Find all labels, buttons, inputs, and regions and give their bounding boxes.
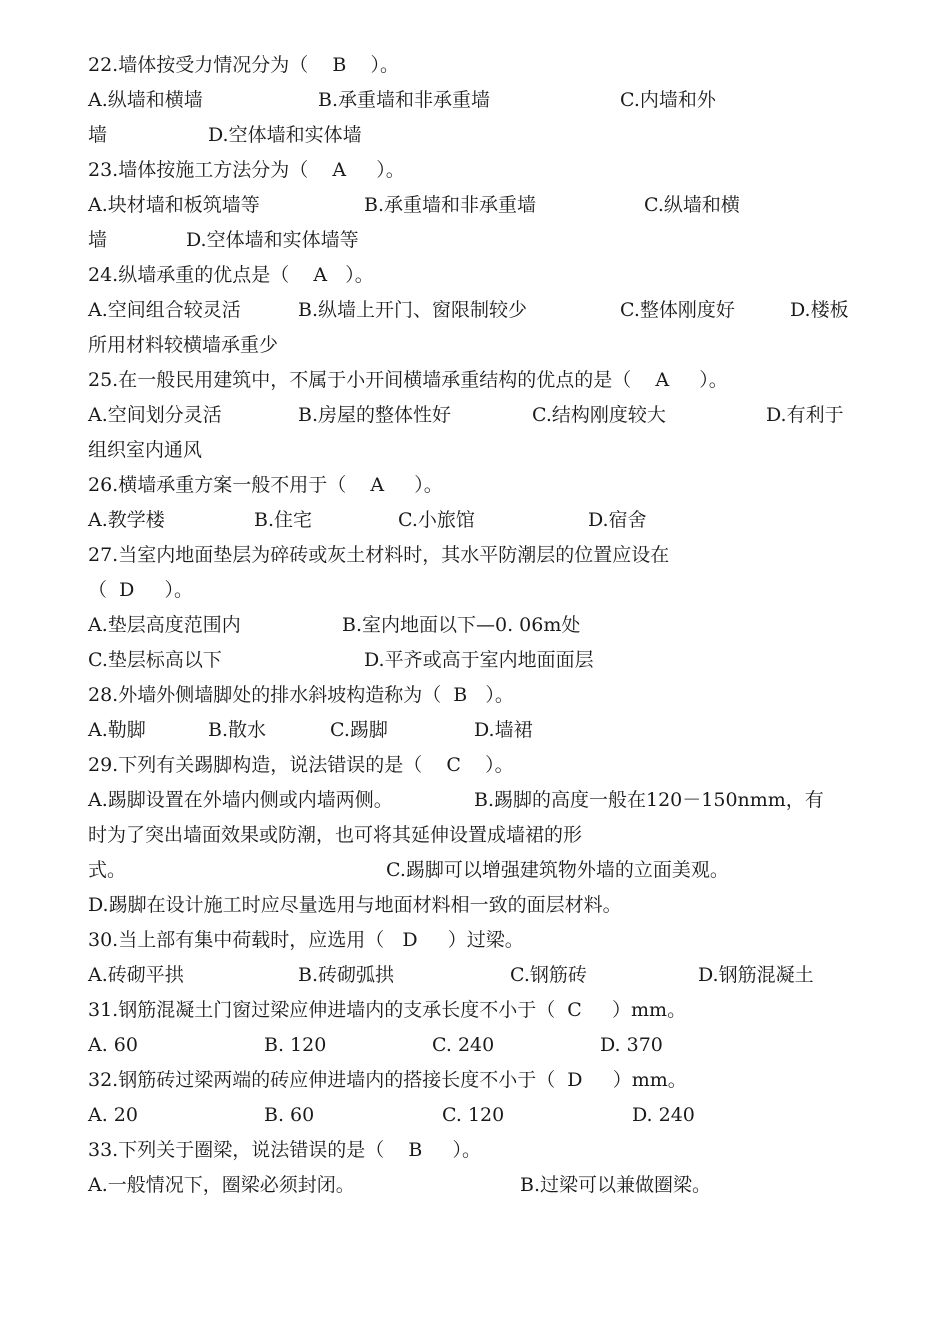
option-d: D.空体墙和实体墙等	[186, 229, 359, 251]
question-text: 32.钢筋砖过梁两端的砖应伸进墙内的搭接长度不小于（ D ）mm。	[88, 1069, 687, 1091]
option-a: A.一般情况下，圈梁必须封闭。	[88, 1174, 355, 1196]
options-row	[0, 505, 950, 535]
option-a: A.块材墙和板筑墙等	[88, 194, 260, 216]
option-text: 式。	[88, 859, 127, 881]
option-c: C.纵墙和横	[644, 194, 740, 216]
option-b: B.纵墙上开门、窗限制较少	[298, 299, 528, 321]
question-text: 25.在一般民用建筑中，不属于小开间横墙承重结构的优点的是（ A ）。	[88, 369, 728, 391]
question-text: 27.当室内地面垫层为碎砖或灰土材料时，其水平防潮层的位置应设在	[88, 544, 670, 566]
option-b: B.踢脚的高度一般在120－150nmm，有	[474, 789, 824, 811]
options-row	[0, 85, 950, 115]
option-a: A.砖砌平拱	[88, 964, 184, 986]
option-text: 组织室内通风	[88, 439, 203, 461]
option-a: A.纵墙和横墙	[88, 89, 203, 111]
option-c: C.整体刚度好	[620, 299, 735, 321]
options-row	[0, 1030, 950, 1060]
option-b: B.室内地面以下—0. 06m处	[342, 614, 581, 636]
option-a: A.勒脚	[88, 719, 146, 741]
question-text: 33.下列关于圈梁，说法错误的是（ B ）。	[88, 1139, 482, 1161]
option-b: B.散水	[208, 719, 267, 741]
option-text: 墙	[88, 229, 108, 251]
option-a: A. 60	[88, 1034, 138, 1056]
question-text: 24.纵墙承重的优点是（ A ）。	[88, 264, 374, 286]
option-c: C.内墙和外	[620, 89, 716, 111]
option-b: B.过梁可以兼做圈梁。	[520, 1174, 712, 1196]
option-d: D.平齐或高于室内地面面层	[364, 649, 594, 671]
options-row	[0, 295, 950, 325]
question-31	[0, 995, 950, 1025]
option-d: D. 370	[600, 1034, 663, 1056]
options-row	[0, 330, 950, 360]
option-d: D.钢筋混凝土	[698, 964, 814, 986]
options-row	[0, 225, 950, 255]
option-b: B.承重墙和非承重墙	[364, 194, 537, 216]
option-d: D. 240	[632, 1104, 695, 1126]
option-b: B.住宅	[254, 509, 313, 531]
option-c: C.垫层标高以下	[88, 649, 222, 671]
option-a: A.教学楼	[88, 509, 165, 531]
options-row	[0, 820, 950, 850]
question-32	[0, 1065, 950, 1095]
question-26	[0, 470, 950, 500]
question-answer-line	[0, 575, 950, 605]
option-b: B. 60	[264, 1104, 315, 1126]
options-row	[0, 1170, 950, 1200]
option-text: 所用材料较横墙承重少	[88, 334, 279, 356]
option-d: D.有利于	[766, 404, 844, 426]
question-text: 31.钢筋混凝土门窗过梁应伸进墙内的支承长度不小于（ C ）mm。	[88, 999, 687, 1021]
option-d: D.空体墙和实体墙	[208, 124, 362, 146]
options-row	[0, 435, 950, 465]
options-row	[0, 645, 950, 675]
option-text: 时为了突出墙面效果或防潮，也可将其延伸设置成墙裙的形	[88, 824, 583, 846]
options-row	[0, 785, 950, 815]
question-30	[0, 925, 950, 955]
option-d: D.宿舍	[588, 509, 647, 531]
option-a: A. 20	[88, 1104, 138, 1126]
options-row	[0, 890, 950, 920]
question-text: 22.墙体按受力情况分为（ B ）。	[88, 54, 399, 76]
options-row	[0, 855, 950, 885]
question-27	[0, 540, 950, 570]
question-33	[0, 1135, 950, 1165]
question-text: （ D ）。	[88, 579, 194, 601]
options-row	[0, 120, 950, 150]
question-29	[0, 750, 950, 780]
option-d: D.踢脚在设计施工时应尽量选用与地面材料相一致的面层材料。	[88, 894, 622, 916]
question-22	[0, 50, 950, 80]
question-text: 28.外墙外侧墙脚处的排水斜坡构造称为（ B ）。	[88, 684, 514, 706]
options-row	[0, 715, 950, 745]
option-a: A.空间组合较灵活	[88, 299, 241, 321]
option-a: A.垫层高度范围内	[88, 614, 241, 636]
option-c: C.结构刚度较大	[532, 404, 666, 426]
question-text: 26.横墙承重方案一般不用于（ A ）。	[88, 474, 443, 496]
question-28	[0, 680, 950, 710]
option-a: A.空间划分灵活	[88, 404, 222, 426]
option-c: C. 240	[432, 1034, 495, 1056]
options-row	[0, 190, 950, 220]
options-row	[0, 1100, 950, 1130]
option-text: 墙	[88, 124, 108, 146]
question-25	[0, 365, 950, 395]
option-b: B.承重墙和非承重墙	[318, 89, 491, 111]
option-a: A.踢脚设置在外墙内侧或内墙两侧。	[88, 789, 393, 811]
option-c: C.踢脚	[330, 719, 388, 741]
option-b: B. 120	[264, 1034, 327, 1056]
option-b: B.砖砌弧拱	[298, 964, 395, 986]
option-c: C.钢筋砖	[510, 964, 587, 986]
option-c: C.小旅馆	[398, 509, 475, 531]
options-row	[0, 400, 950, 430]
options-row	[0, 960, 950, 990]
option-b: B.房屋的整体性好	[298, 404, 452, 426]
question-text: 30.当上部有集中荷载时，应选用（ D ）过梁。	[88, 929, 524, 951]
option-c: C. 120	[442, 1104, 505, 1126]
question-text: 29.下列有关踢脚构造，说法错误的是（ C ）。	[88, 754, 514, 776]
option-d: D.楼板	[790, 299, 849, 321]
question-24	[0, 260, 950, 290]
question-23	[0, 155, 950, 185]
option-d: D.墙裙	[474, 719, 533, 741]
options-row	[0, 610, 950, 640]
question-text: 23.墙体按施工方法分为（ A ）。	[88, 159, 405, 181]
option-c: C.踢脚可以增强建筑物外墙的立面美观。	[386, 859, 729, 881]
